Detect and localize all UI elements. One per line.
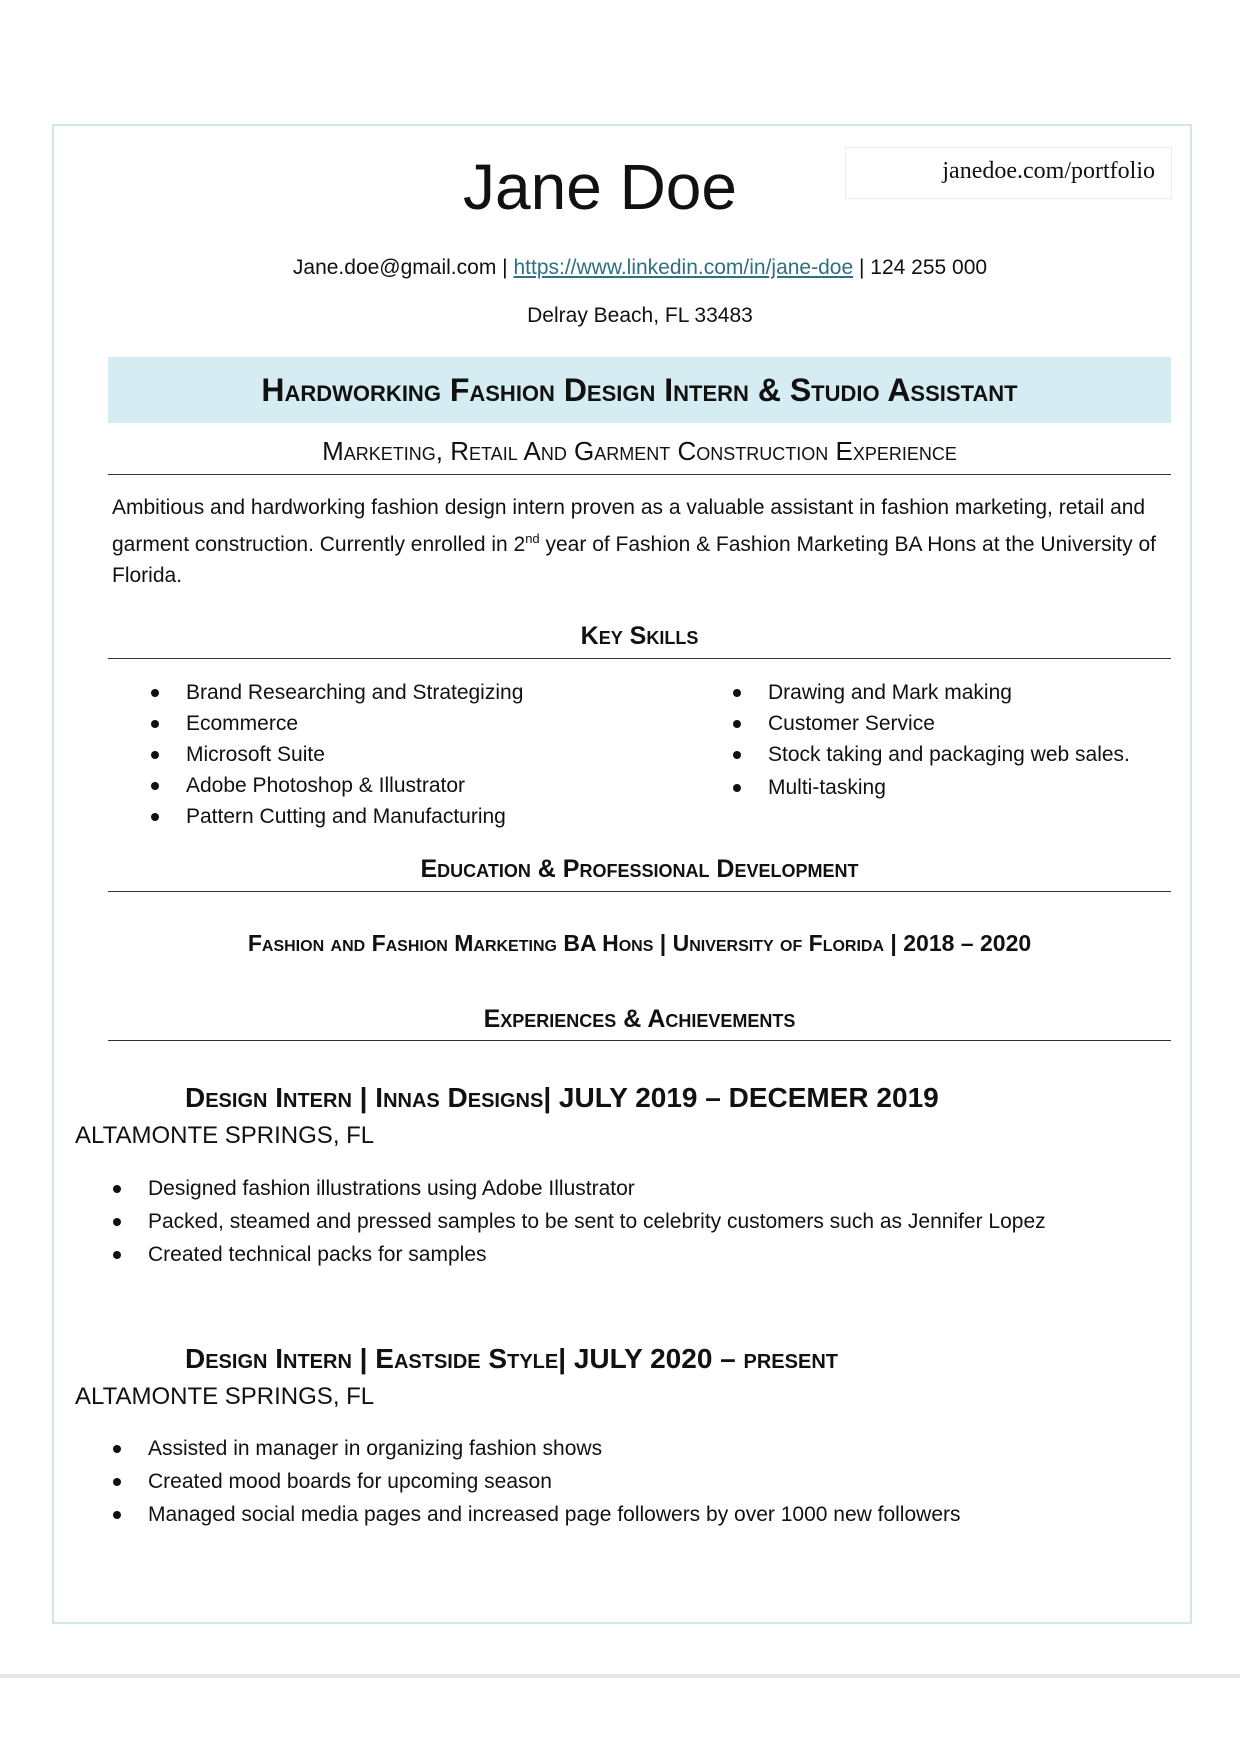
skills-left-list <box>148 677 523 832</box>
education-entry: Fashion and Fashion Marketing BA Hons | University of Florida | 2018 – 2020 <box>247 930 1032 956</box>
divider <box>108 891 1171 892</box>
duty-item: Created mood boards for upcoming season <box>110 1465 961 1498</box>
duty-item: Created technical packs for samples <box>110 1238 1046 1271</box>
skill-item: Pattern Cutting and Manufacturing <box>148 801 523 832</box>
skills-right-list <box>730 677 1130 803</box>
skill-item: Stock taking and packaging web sales. <box>730 739 1130 772</box>
education-heading: Education & Professional Development <box>420 855 859 883</box>
duty-item: Designed fashion illustrations using Adobe Illustrator <box>110 1172 1046 1205</box>
divider <box>108 474 1171 475</box>
job-location: ALTAMONTE SPRINGS, FL <box>75 1383 375 1410</box>
skill-item: Microsoft Suite <box>148 739 523 770</box>
candidate-name: Jane Doe <box>463 151 737 223</box>
job-location: ALTAMONTE SPRINGS, FL <box>75 1122 375 1149</box>
skill-item: Multi-tasking <box>730 772 1130 803</box>
job-title: Design Intern | Innas Designs| JULY 2019 – DECEMER 2019 <box>185 1082 939 1113</box>
duty-item: Assisted in manager in organizing fashion shows <box>110 1432 961 1465</box>
skill-item: Adobe Photoshop & Illustrator <box>148 770 523 801</box>
job-duties-list <box>110 1432 961 1531</box>
skill-item: Brand Researching and Strategizing <box>148 677 523 708</box>
divider <box>108 658 1171 659</box>
skill-item: Customer Service <box>730 708 1130 739</box>
separator: | <box>502 256 508 279</box>
page-bottom-edge <box>0 1674 1240 1678</box>
linkedin-link[interactable]: https://www.linkedin.com/in/jane-doe <box>513 256 854 279</box>
duty-item: Packed, steamed and pressed samples to be sent to celebrity customers such as Jennifer Lopez <box>110 1205 1046 1238</box>
portfolio-link[interactable]: janedoe.com/portfolio <box>845 147 1172 199</box>
duty-item: Managed social media pages and increased page followers by over 1000 new followers <box>110 1498 961 1531</box>
job-duties-list <box>110 1172 1046 1271</box>
contact-line <box>0 256 1240 280</box>
skill-item: Ecommerce <box>148 708 523 739</box>
experience-heading: Experiences & Achievements <box>483 1005 796 1033</box>
divider <box>108 1040 1171 1041</box>
summary-paragraph: Ambitious and hardworking fashion design intern proven as a valuable assistant in fashion marketing, retail and garment construction. Currently enrolled in 2nd year of Fashion & Fashion Marketing BA Hons at the University of Florida. <box>112 496 1156 587</box>
job-title: Design Intern | Eastside Style| JULY 2020 – present <box>185 1343 838 1374</box>
resume-title: Hardworking Fashion Design Intern & Studio Assistant <box>108 357 1171 423</box>
address: Delray Beach, FL 33483 <box>527 304 753 327</box>
resume-subtitle: Marketing, Retail And Garment Construction Experience <box>322 436 957 466</box>
separator: | <box>858 256 865 279</box>
skill-item: Drawing and Mark making <box>730 677 1130 708</box>
skills-heading: Key Skills <box>580 622 699 650</box>
phone: 124 255 000 <box>870 256 988 279</box>
email[interactable]: Jane.doe@gmail.com <box>292 256 497 279</box>
